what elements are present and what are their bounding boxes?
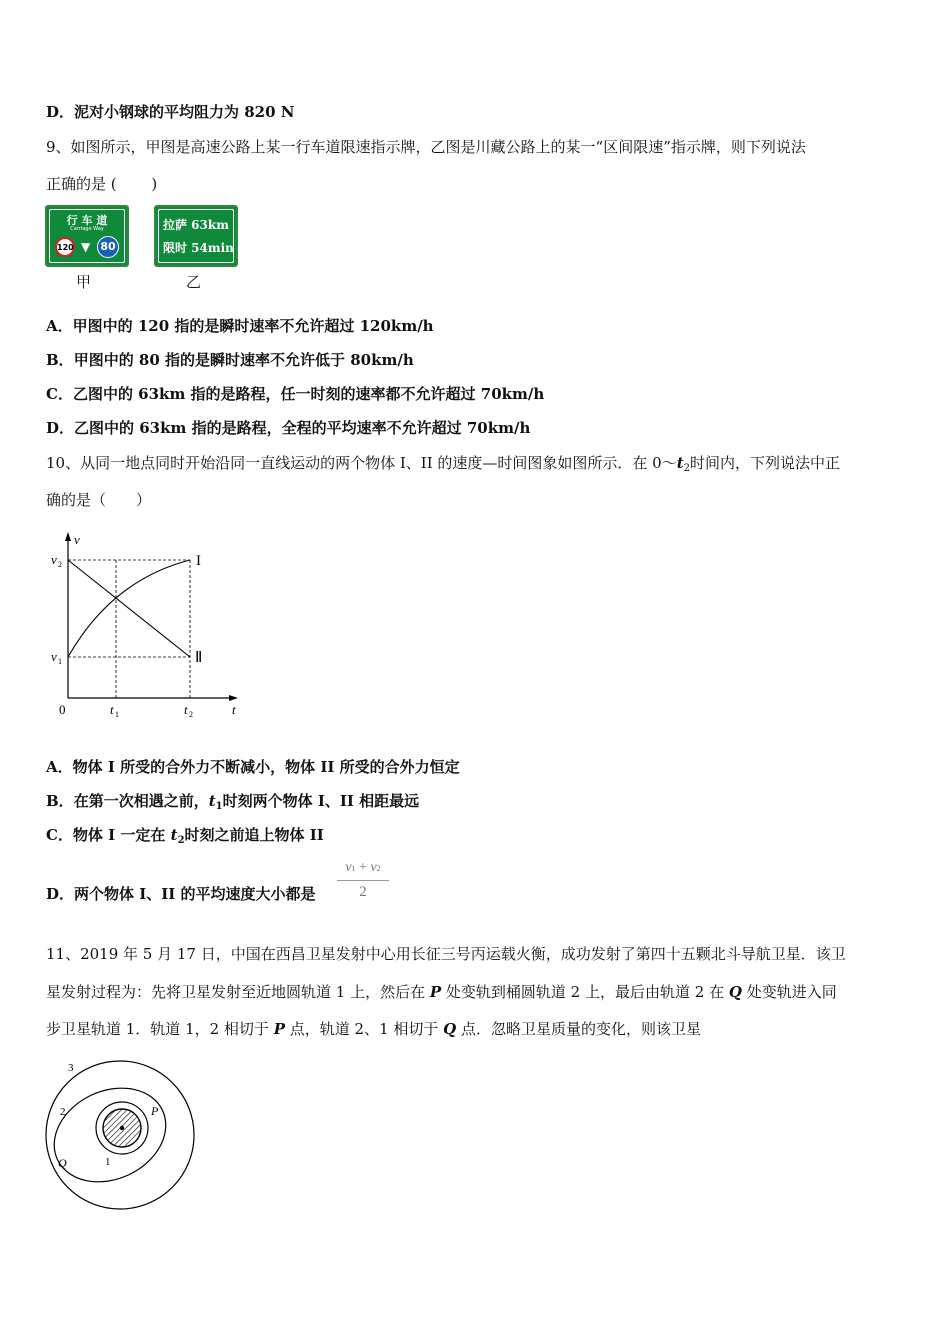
- q9-option-b: B．甲图中的 80 指的是瞬时速率不允许低于 80km/h: [46, 351, 414, 369]
- speed-limit-max-icon: [55, 237, 75, 257]
- orbit-3-label: 3: [68, 1062, 74, 1074]
- v2-sub: 2: [58, 560, 62, 569]
- t2-label: t: [184, 702, 188, 717]
- sign-time: 限时 54min: [163, 241, 234, 255]
- q11-stem-line2: 星发射过程为：先将卫星发射至近地圆轨道 1 上，然后在 P 处变轨到桶圆轨道 2 上，最后由轨道 2 在 Q 处变轨进入同: [46, 983, 837, 1001]
- q8-option-d: [46, 102, 294, 122]
- point-p-label: P: [151, 1104, 159, 1118]
- sign-section-limit: [154, 205, 238, 267]
- v-axis-label: v: [74, 532, 80, 547]
- origin-label: 0: [59, 702, 66, 717]
- sign-distance: 拉萨 63km: [163, 218, 229, 232]
- curve-1-label: I: [196, 553, 201, 569]
- line-2: [68, 560, 190, 657]
- t1-label: t: [110, 702, 114, 717]
- sign-subtitle: Carriage Way: [70, 226, 104, 232]
- v1-sub: 1: [58, 657, 62, 666]
- q9-option-a: A．甲图中的 120 指的是瞬时速率不允许超过 120km/h: [46, 317, 434, 335]
- q10-option-a: A．物体 I 所受的合外力不断减小，物体 II 所受的合外力恒定: [46, 758, 460, 776]
- earth-center: [120, 1126, 124, 1130]
- q11-stem-line1: 11、2019 年 5 月 17 日，中国在西昌卫星发射中心用长征三号丙运载火衡，成功发射了第四十五颗北斗导航卫星．该卫: [46, 945, 846, 963]
- fraction-denominator: 2: [359, 884, 367, 900]
- caption-yi: 乙: [186, 273, 202, 291]
- q10-option-c: C．物体 I 一定在 $t_2$时刻之前追上物体 II: [46, 826, 324, 846]
- v-axis-arrow-icon: [65, 532, 71, 541]
- sign-carriage-way: [45, 205, 129, 267]
- down-arrow-icon: ▼: [81, 240, 91, 254]
- q9-option-c: C．乙图中的 63km 指的是路程，任一时刻的速率都不允许超过 70km/h: [46, 385, 545, 403]
- sign-title: 行 车 道: [66, 214, 108, 227]
- option-label: D．: [46, 103, 75, 121]
- limit-min-value: 80: [100, 240, 116, 253]
- orbit-2-label: 2: [60, 1106, 66, 1118]
- orbit-1-label: 1: [105, 1156, 111, 1168]
- v1-label: v: [51, 649, 57, 664]
- average-velocity-fraction: [337, 860, 389, 906]
- speed-limit-min-icon: [97, 236, 119, 258]
- orbit-diagram: [40, 1055, 205, 1215]
- q9-stem-line1: 9、如图所示，甲图是高速公路上某一行车道限速指示牌，乙图是川藏公路上的某一“区间限速”指示牌，则下列说法: [46, 138, 806, 156]
- caption-jia: 甲: [76, 273, 92, 291]
- t1-sub: 1: [115, 710, 119, 719]
- t-axis-arrow-icon: [229, 695, 238, 701]
- t-axis-label: t: [232, 702, 236, 717]
- option-text: 泥对小钢球的平均阻力为 820 N: [74, 103, 295, 121]
- q9-option-d: D．乙图中的 63km 指的是路程，全程的平均速率不允许超过 70km/h: [46, 419, 531, 437]
- fraction-bar: [337, 880, 389, 881]
- q10-option-d: D．两个物体 I、II 的平均速度大小都是: [46, 885, 316, 903]
- limit-max-value: 120: [57, 243, 74, 252]
- v2-label: v: [51, 552, 57, 567]
- velocity-time-graph: [44, 528, 244, 723]
- q10-stem-line1: 10、从同一地点同时开始沿同一直线运动的两个物体 I、II 的速度—时间图象如图所示．在 $0\sim t_2$时间内，下列说法中正: [46, 454, 841, 474]
- fraction-numerator: v1 + v2: [345, 860, 381, 875]
- q10-option-b: B．在第一次相遇之前，$t_1$时刻两个物体 I、II 相距最远: [46, 792, 420, 812]
- q9-stem-line2: 正确的是 ( ): [46, 175, 158, 193]
- line-2-label: Ⅱ: [195, 650, 203, 666]
- q10-stem-line2: 确的是（ ）: [46, 491, 152, 509]
- t2-sub: 2: [189, 710, 193, 719]
- point-q-label: Q: [58, 1156, 67, 1170]
- q11-stem-line3: 步卫星轨道 1．轨道 1，2 相切于 P 点，轨道 2、1 相切于 Q 点．忽略卫星质量的变化，则该卫星: [46, 1020, 702, 1038]
